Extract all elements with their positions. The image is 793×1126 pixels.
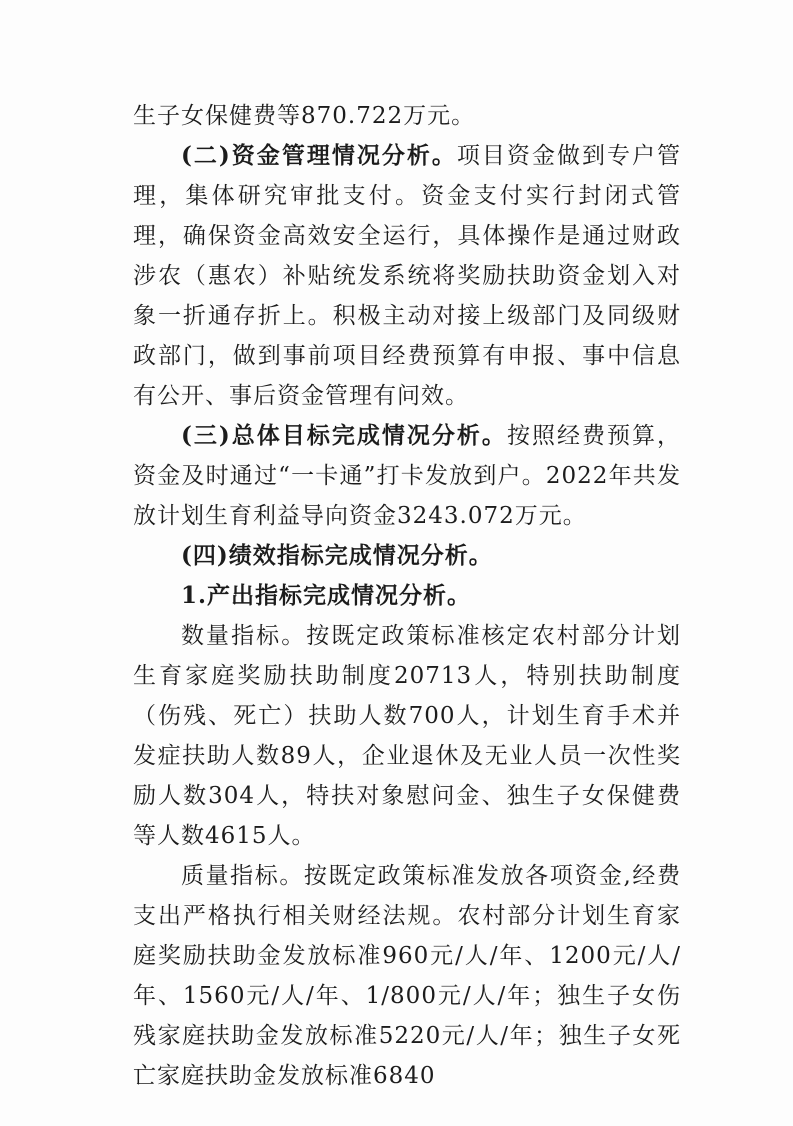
quality-indicator-text: 质量指标。按既定政策标准发放各项资金,经费支出严格执行相关财经法规。农村部分计划生育家庭奖励扶助金发放标准960元/人/年、1200元/人/年、1560元/人/年、1/800元/人/年；独生子女伤残家庭扶助金发放标准5220元/人/年；独生子女死亡家庭扶助金发放标准6840 <box>133 863 681 1089</box>
paragraph-quantity-indicator <box>133 616 681 856</box>
paragraph-fund-management <box>133 136 681 416</box>
fund-management-text: 项目资金做到专户管理，集体研究审批支付。资金支付实行封闭式管理，确保资金高效安全运行，具体操作是通过财政涉农（惠农）补贴统发系统将奖励扶助资金划入对象一折通存折上。积极主动对接上级部门及同级财政部门，做到事前项目经费预算有申报、事中信息有公开、事后资金管理有问效。 <box>133 143 681 409</box>
heading-output-indicators <box>133 576 681 616</box>
heading-performance-indicators <box>133 536 681 576</box>
output-indicators-text: 1.产出指标完成情况分析。 <box>181 582 472 609</box>
paragraph-continuation <box>133 96 681 136</box>
continuation-text: 生子女保健费等870.722万元。 <box>133 103 476 129</box>
overall-goal-text: 按照经费预算，资金及时通过“一卡通”打卡发放到户。2022年共发放计划生育利益导向资金3243.072万元。 <box>133 423 682 529</box>
heading-overall-goal: (三)总体目标完成情况分析。 <box>181 422 507 449</box>
heading-fund-management: (二)资金管理情况分析。 <box>181 142 457 169</box>
paragraph-quality-indicator <box>133 856 681 1096</box>
performance-indicators-text: (四)绩效指标完成情况分析。 <box>181 542 493 569</box>
document-body <box>133 96 681 1096</box>
quantity-indicator-text: 数量指标。按既定政策标准核定农村部分计划生育家庭奖励扶助制度20713人，特别扶助制度（伤残、死亡）扶助人数700人，计划生育手术并发症扶助人数89人，企业退休及无业人员一次性奖励人数304人，特扶对象慰问金、独生子女保健费等人数4615人。 <box>133 623 681 849</box>
paragraph-overall-goal <box>133 416 681 536</box>
